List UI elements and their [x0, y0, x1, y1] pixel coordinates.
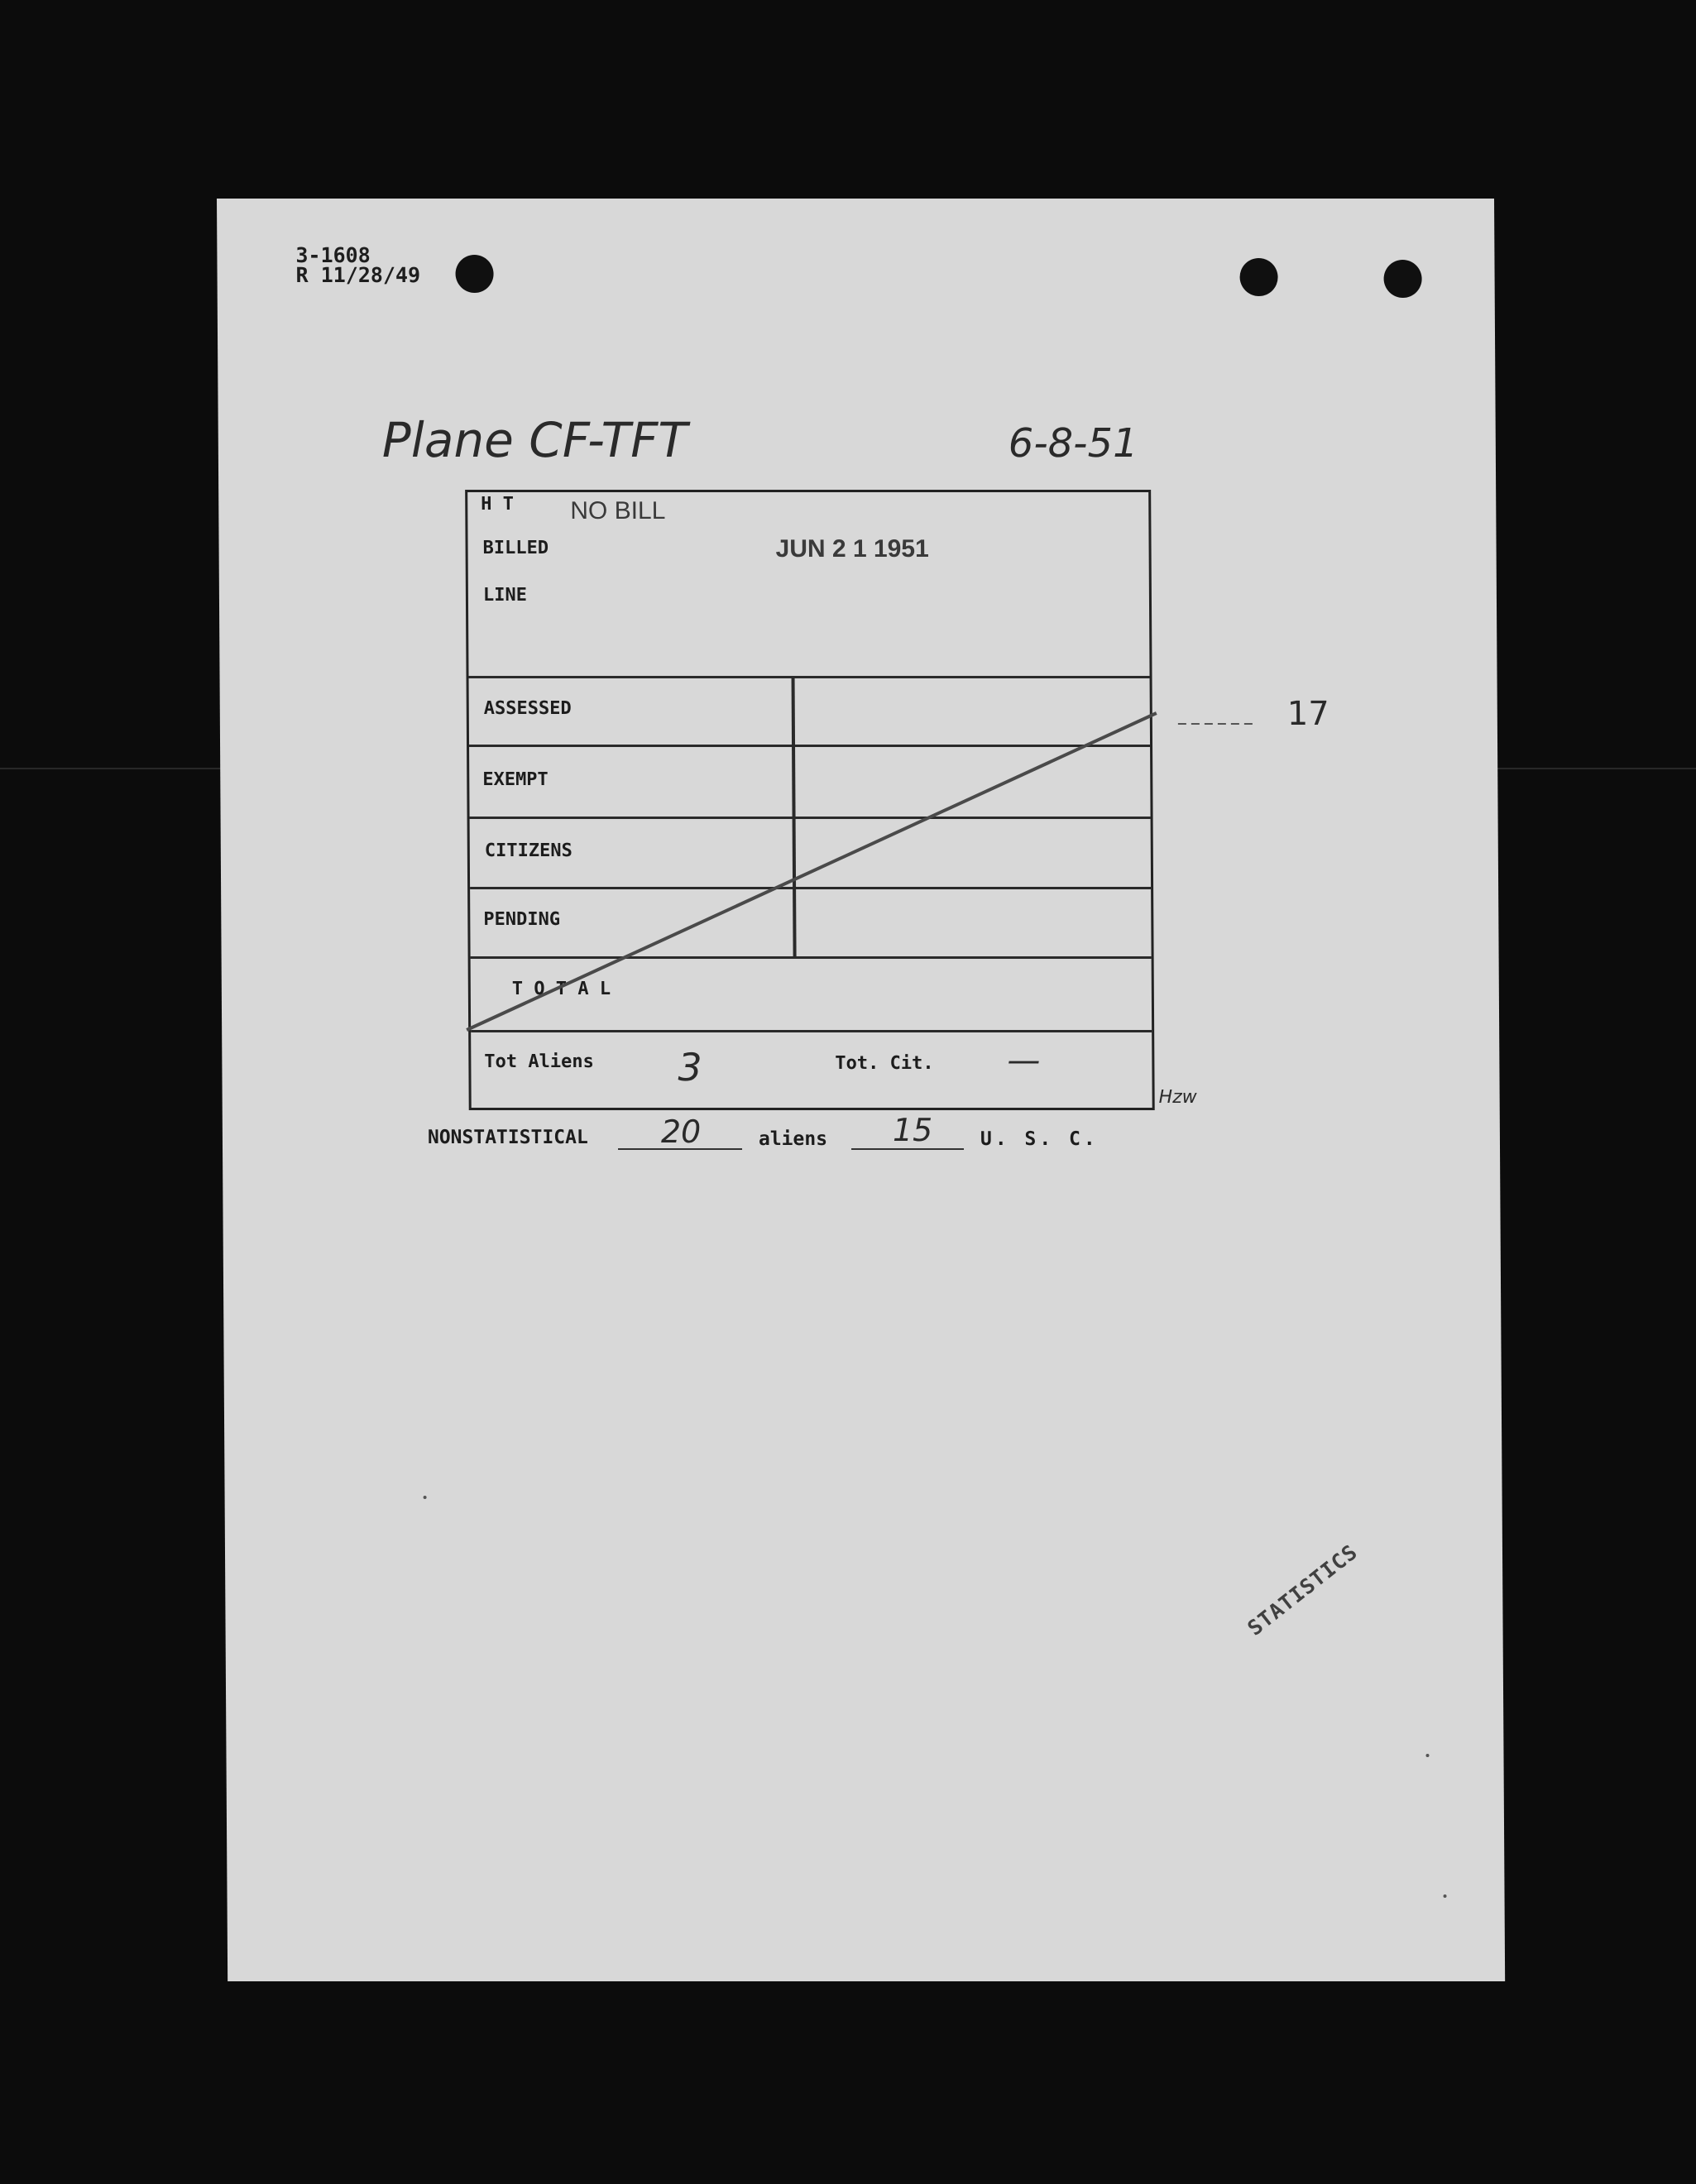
- form-revision-date: R 11/28/49: [295, 263, 421, 287]
- nonstatistical-label: NONSTATISTICAL: [427, 1127, 588, 1148]
- billed-label: BILLED: [482, 538, 549, 558]
- aliens-word: aliens: [758, 1128, 828, 1150]
- strike-through-line: [217, 199, 1501, 1274]
- paper-sheet: [217, 199, 1505, 1981]
- tot-cit-label: Tot. Cit.: [835, 1053, 934, 1074]
- no-bill-stamp: NO BILL: [570, 497, 666, 524]
- line-label: LINE: [482, 585, 527, 606]
- statistics-stamp: STATISTICS: [1243, 1540, 1363, 1640]
- tot-aliens-value: 3: [678, 1045, 702, 1090]
- pending-label: PENDING: [483, 909, 561, 930]
- tot-cit-value: —: [1007, 1042, 1041, 1080]
- dust-speck: [1425, 1754, 1429, 1757]
- blank-underline: [851, 1148, 964, 1150]
- assessed-label: ASSESSED: [483, 698, 572, 719]
- margin-count: 17: [1286, 695, 1329, 733]
- total-label: T O T A L: [511, 979, 611, 999]
- nonstat-aliens-value: 20: [660, 1114, 702, 1150]
- exempt-label: EXEMPT: [482, 769, 549, 790]
- ht-label: H T: [481, 494, 515, 515]
- dust-speck: [1444, 1894, 1447, 1898]
- inspector-initials: Hzw: [1158, 1087, 1197, 1108]
- tot-aliens-label: Tot Aliens: [484, 1051, 594, 1072]
- form-number-line1: 3-1608: [295, 243, 371, 267]
- handwritten-date: 6-8-51: [1008, 420, 1138, 467]
- usc-label: U. S. C.: [980, 1128, 1099, 1150]
- nonstat-usc-value: 15: [892, 1112, 933, 1148]
- citizens-label: CITIZENS: [484, 841, 573, 861]
- dust-speck: [424, 1496, 427, 1499]
- strike-line: [465, 713, 1158, 1030]
- date-received-stamp: JUN 2 1 1951: [775, 535, 929, 563]
- flight-identifier: Plane CF-TFT: [381, 412, 688, 468]
